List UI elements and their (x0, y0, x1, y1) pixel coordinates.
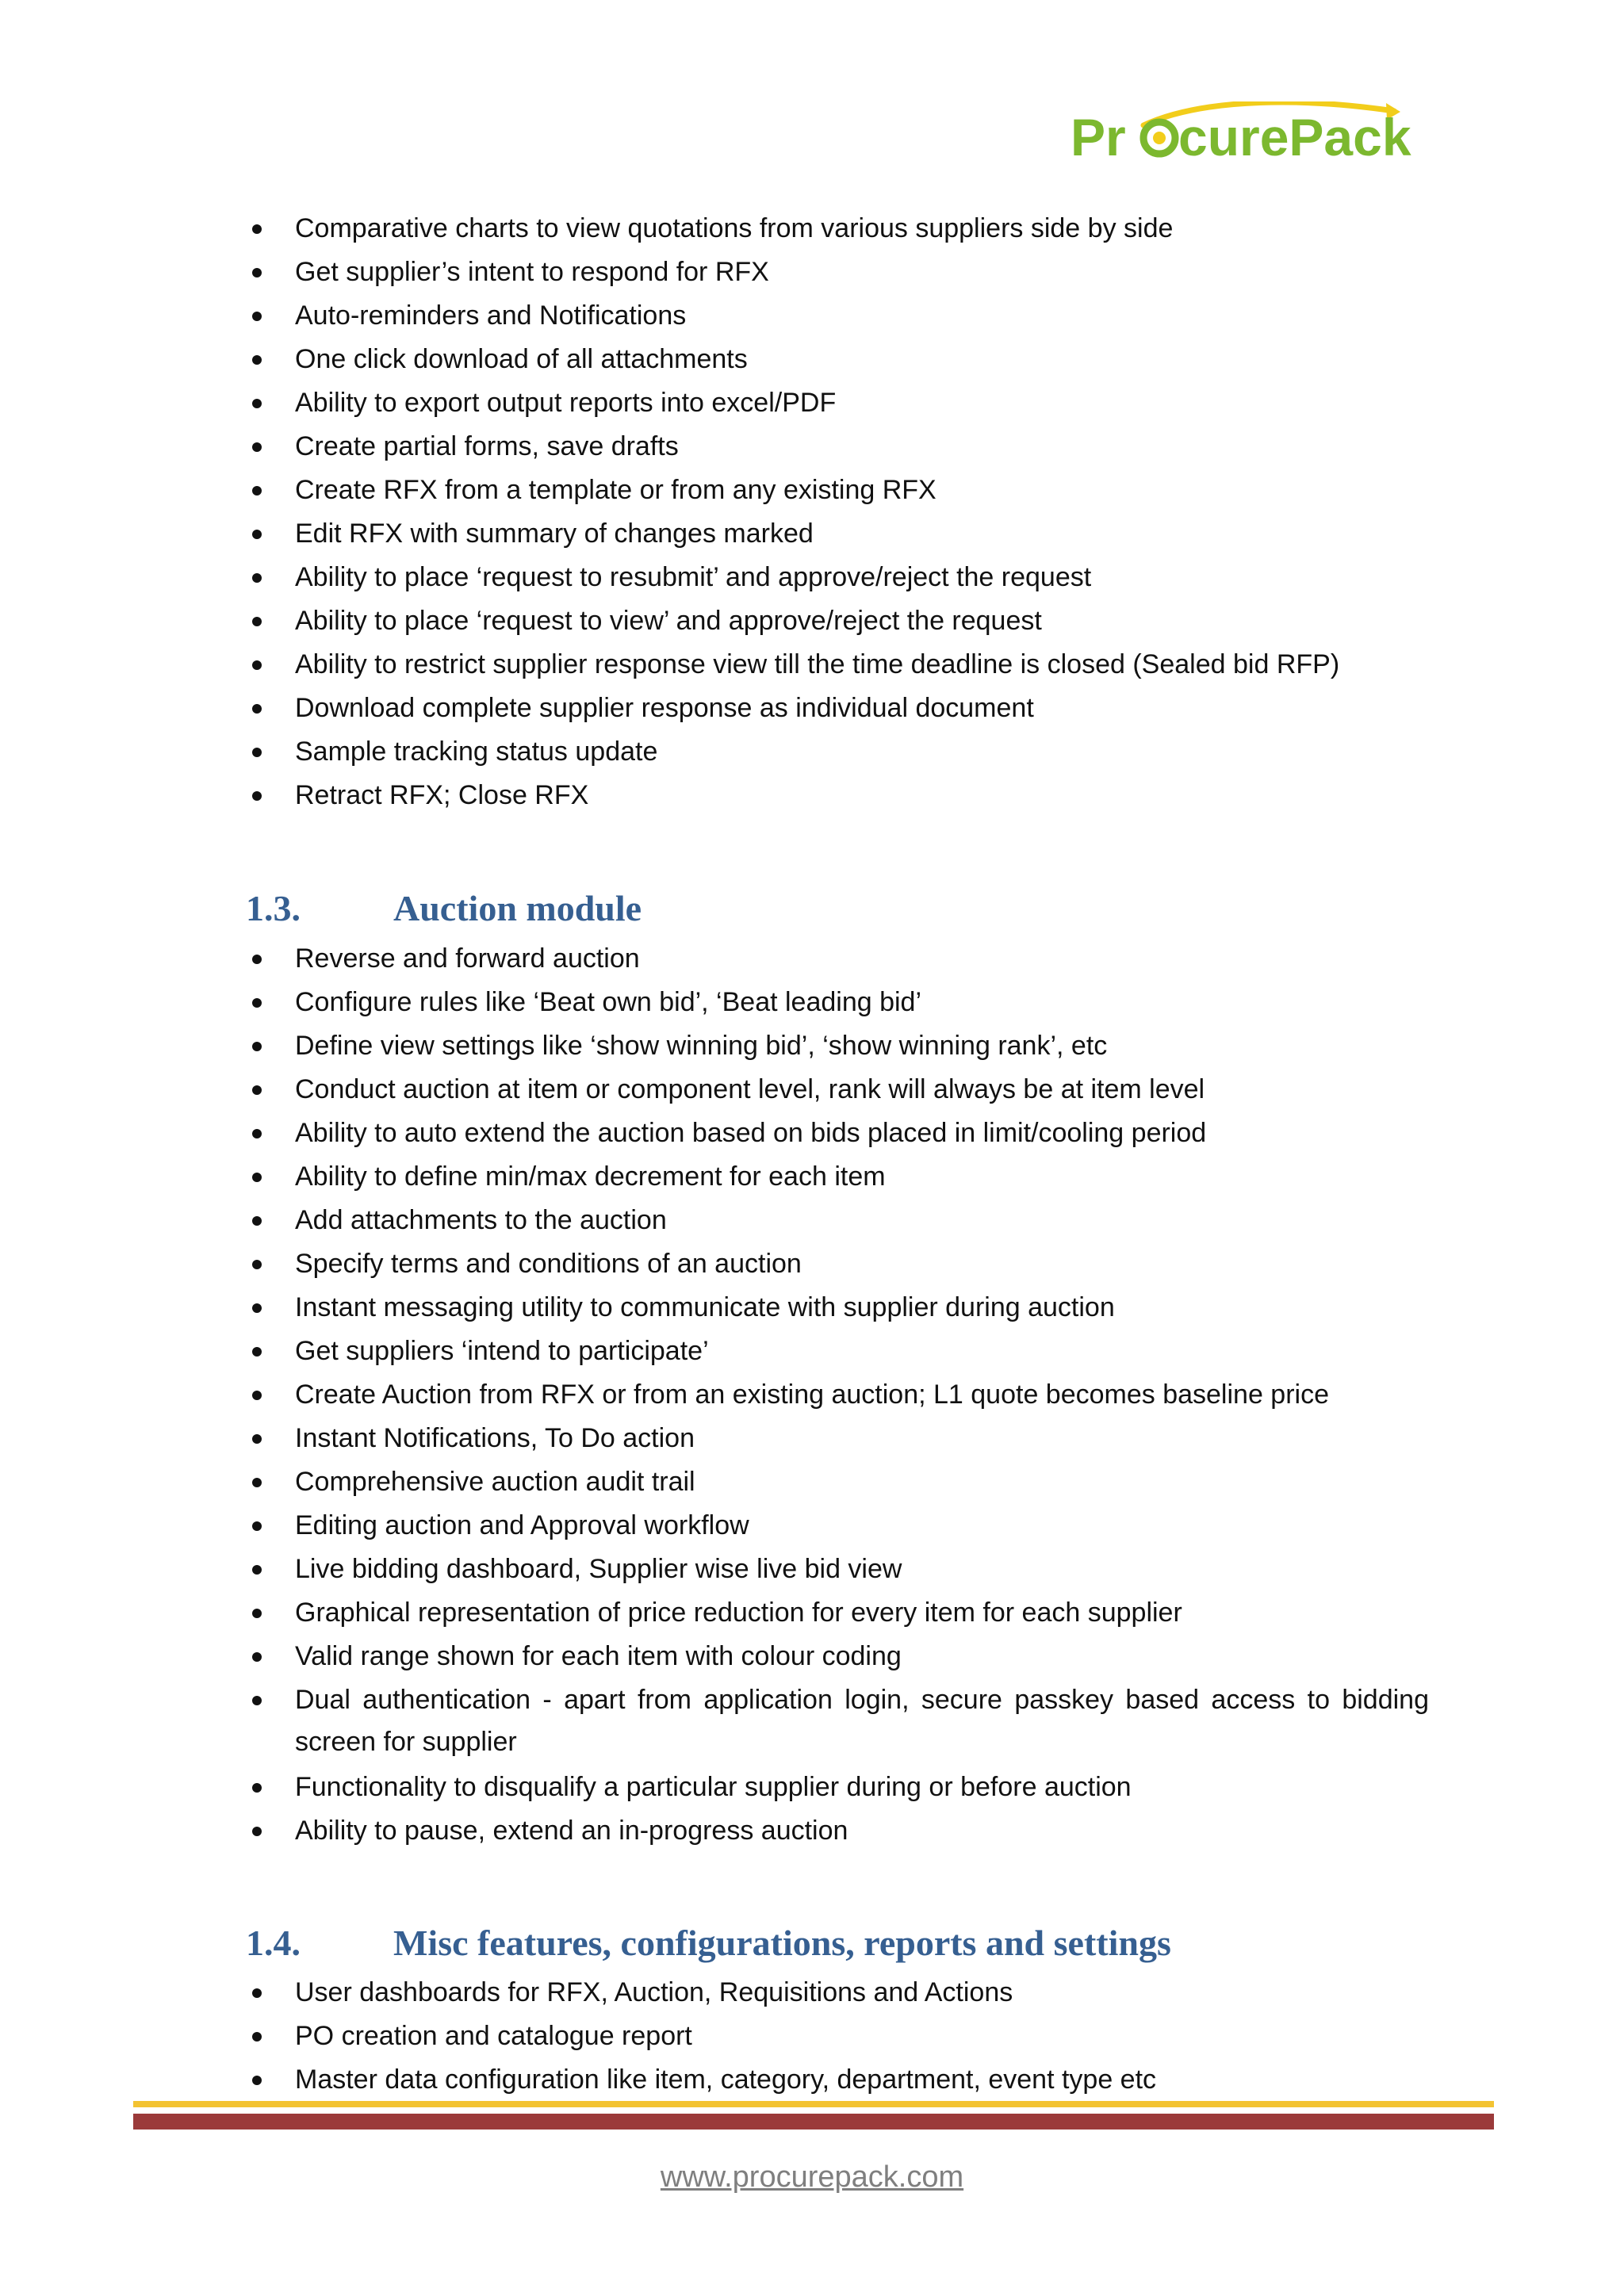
section-heading-misc (246, 1921, 1171, 1965)
list-item: Ability to place ‘request to resubmit’ and approve/reject the request (295, 557, 1429, 599)
list-item: Ability to restrict supplier response view till the time deadline is closed (Sealed bid RFP) (295, 644, 1429, 686)
list-item: Conduct auction at item or component level, rank will always be at item level (295, 1069, 1429, 1111)
list-item: PO creation and catalogue report (295, 2015, 1429, 2057)
list-item: Ability to pause, extend an in-progress auction (295, 1810, 1429, 1852)
list-item: Create Auction from RFX or from an existing auction; L1 quote becomes baseline price (295, 1374, 1429, 1416)
list-item: Create partial forms, save drafts (295, 426, 1429, 468)
list-item: Functionality to disqualify a particular supplier during or before auction (295, 1766, 1429, 1808)
section-heading-auction (246, 886, 642, 931)
list-item: Sample tracking status update (295, 731, 1429, 773)
svg-text:Pr: Pr (1071, 108, 1126, 165)
list-item: User dashboards for RFX, Auction, Requisitions and Actions (295, 1972, 1429, 2014)
list-item: Add attachments to the auction (295, 1200, 1429, 1242)
list-item: Master data configuration like item, category, department, event type etc (295, 2059, 1429, 2101)
list-item: Ability to auto extend the auction based on bids placed in limit/cooling period (295, 1112, 1429, 1154)
list-item: Live bidding dashboard, Supplier wise live bid view (295, 1548, 1429, 1590)
list-item: Get suppliers ‘intend to participate’ (295, 1330, 1429, 1372)
section-title: Misc features, configurations, reports and settings (393, 1923, 1171, 1963)
footer-website-link[interactable]: www.procurepack.com (660, 2160, 964, 2194)
list-item: Ability to export output reports into excel/PDF (295, 382, 1429, 424)
list-item: Valid range shown for each item with colour coding (295, 1636, 1429, 1678)
list-item: Ability to place ‘request to view’ and approve/reject the request (295, 600, 1429, 642)
list-item: Comparative charts to view quotations from various suppliers side by side (295, 208, 1429, 250)
list-item: Edit RFX with summary of changes marked (295, 513, 1429, 555)
list-item: Dual authentication - apart from application login, secure passkey based access to bidding screen for supplier (295, 1679, 1429, 1763)
svg-text:curePack: curePack (1178, 108, 1411, 165)
list-item: Download complete supplier response as individual document (295, 687, 1429, 729)
list-item: Comprehensive auction audit trail (295, 1461, 1429, 1503)
list-item: Configure rules like ‘Beat own bid’, ‘Beat leading bid’ (295, 982, 1429, 1024)
list-item: Ability to define min/max decrement for each item (295, 1156, 1429, 1198)
footer-rule-red (133, 2114, 1494, 2130)
list-item: Graphical representation of price reduction for every item for each supplier (295, 1592, 1429, 1634)
section-title: Auction module (393, 888, 642, 928)
list-item: Specify terms and conditions of an auction (295, 1243, 1429, 1285)
list-item: Instant messaging utility to communicate with supplier during auction (295, 1287, 1429, 1329)
list-item: Editing auction and Approval workflow (295, 1505, 1429, 1547)
section-number: 1.4. (246, 1923, 301, 1963)
list-item: Create RFX from a template or from any existing RFX (295, 469, 1429, 511)
list-item: Reverse and forward auction (295, 938, 1429, 980)
list-item: Instant Notifications, To Do action (295, 1418, 1429, 1460)
list-item: Auto-reminders and Notifications (295, 295, 1429, 337)
list-item: Retract RFX; Close RFX (295, 775, 1429, 817)
procurepack-logo (1071, 101, 1427, 165)
section-number: 1.3. (246, 888, 301, 928)
list-item: Get supplier’s intent to respond for RFX (295, 251, 1429, 293)
list-item: Define view settings like ‘show winning bid’, ‘show winning rank’, etc (295, 1025, 1429, 1067)
footer-rule-gold (133, 2101, 1494, 2107)
list-item: One click download of all attachments (295, 339, 1429, 381)
